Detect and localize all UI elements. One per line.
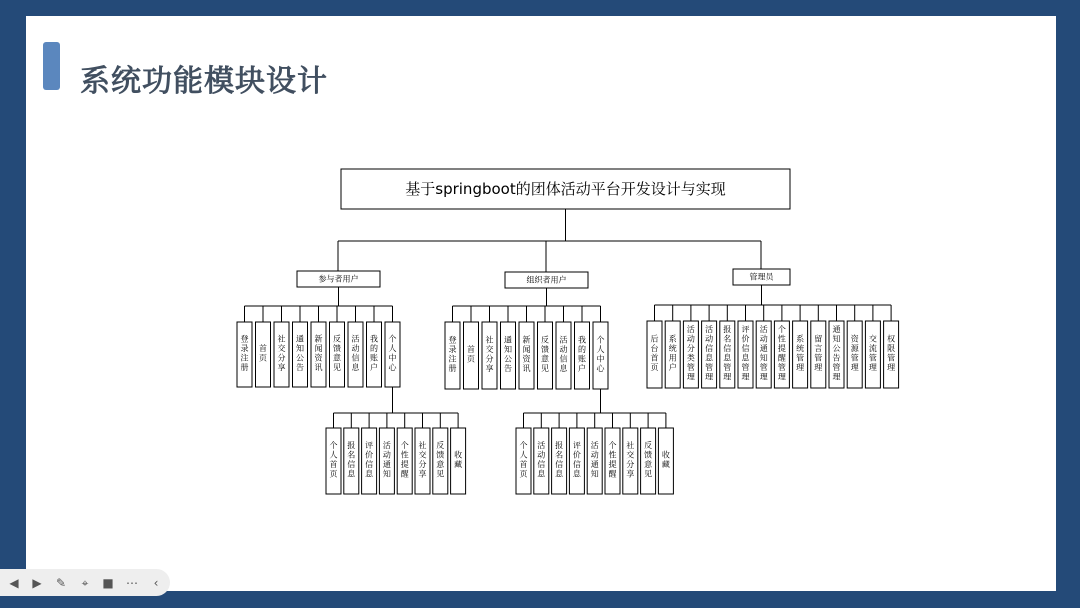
sub-item-label: 个性提醒 [400, 440, 409, 479]
item-label: 我的账户 [370, 334, 378, 372]
sub-item-label: 评价信息 [365, 440, 374, 479]
item-label: 我的账户 [578, 335, 586, 373]
group-label-0: 参与者用户 [318, 274, 359, 284]
sub-item-label: 收藏 [661, 450, 670, 469]
item-label: 个人中心 [388, 334, 397, 372]
group-label-2: 管理员 [749, 272, 774, 282]
item-label: 报名信息管理 [723, 324, 732, 382]
item-label: 通知公告 [296, 334, 304, 372]
item-label: 活动信息管理 [705, 324, 714, 382]
focus-icon[interactable]: ⌖ [81, 576, 89, 590]
nav-left-icon[interactable]: ◀ [9, 576, 19, 590]
pen-icon[interactable]: ✎ [55, 576, 67, 590]
item-label: 活动通知管理 [759, 324, 768, 382]
item-label: 活动信息 [559, 335, 568, 373]
item-label: 后台首页 [650, 334, 659, 372]
item-label: 活动分类管理 [686, 324, 695, 382]
item-label: 登录注册 [448, 335, 457, 373]
item-label: 新闻资讯 [522, 335, 531, 373]
item-label: 权限管理 [887, 334, 896, 372]
item-label: 系统用户 [668, 334, 677, 372]
item-label: 个人中心 [596, 335, 605, 373]
item-label: 活动信息 [351, 334, 360, 372]
item-label: 交流管理 [868, 334, 877, 372]
item-label: 系统管理 [796, 334, 805, 372]
slide-title: 系统功能模块设计 [80, 64, 328, 99]
group-label-1: 组织者用户 [526, 275, 567, 285]
item-label: 反馈意见 [333, 334, 341, 372]
sub-item-label: 活动通知 [382, 440, 391, 479]
sub-item-label: 个性提醒 [608, 440, 617, 479]
sub-item-label: 社交分享 [418, 440, 427, 479]
item-label: 通知公告管理 [832, 324, 841, 382]
sub-item-label: 反馈意见 [436, 440, 445, 479]
play-icon[interactable]: ▶ [32, 576, 42, 590]
item-label: 资源管理 [850, 334, 859, 372]
sub-item-label: 反馈意见 [644, 440, 653, 479]
camera-icon[interactable]: ■ [102, 576, 114, 590]
root-label: 基于springboot的团体活动平台开发设计与实现 [405, 180, 726, 198]
item-label: 登录注册 [240, 334, 249, 372]
item-label: 评价信息管理 [741, 324, 750, 382]
sub-item-label: 活动信息 [537, 440, 546, 479]
chevron-left-icon[interactable]: ‹ [153, 576, 159, 590]
sub-item-label: 报名信息 [347, 440, 356, 479]
sub-item-label: 活动通知 [590, 440, 599, 479]
item-label: 首页 [259, 343, 267, 363]
item-label: 通知公告 [504, 335, 512, 373]
sub-item-label: 收藏 [454, 450, 463, 469]
sub-item-label: 个人首页 [329, 440, 338, 479]
item-label: 社交分享 [485, 335, 494, 373]
item-label: 新闻资讯 [314, 334, 323, 372]
sub-item-label: 评价信息 [572, 440, 581, 479]
item-label: 留言管理 [814, 334, 823, 372]
sub-item-label: 个人首页 [519, 440, 528, 479]
sub-item-label: 社交分享 [626, 440, 635, 479]
item-label: 社交分享 [277, 334, 286, 372]
item-label: 首页 [467, 344, 475, 364]
more-icon[interactable]: ⋯ [126, 576, 138, 590]
item-label: 反馈意见 [541, 335, 549, 373]
item-label: 个性提醒管理 [777, 324, 786, 382]
sub-item-label: 报名信息 [555, 440, 564, 479]
